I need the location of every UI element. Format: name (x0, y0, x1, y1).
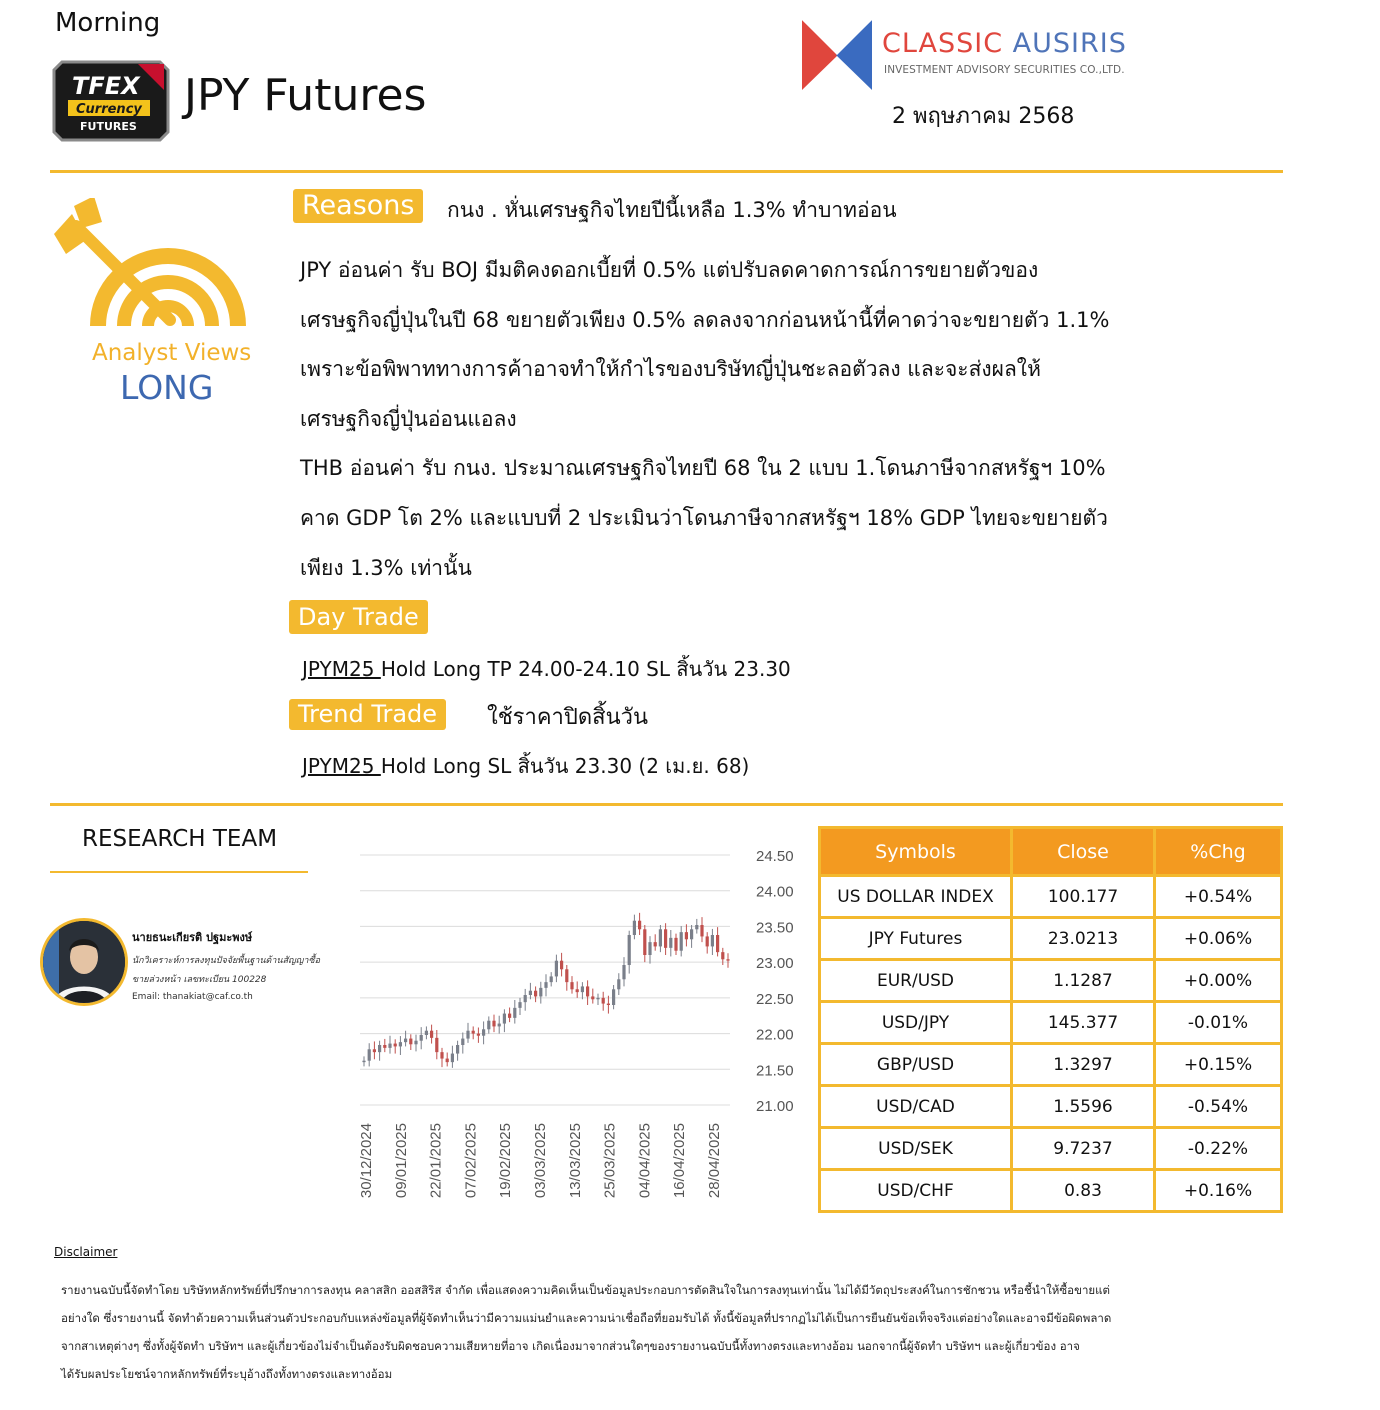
reasons-line: เศรษฐกิจญี่ปุ่นในปี 68 ขยายตัวเพียง 0.5% ลดลงจากก่อนหน้านี้ที่คาดว่าจะขยายตัว 1.1% (300, 307, 1110, 332)
candle-body (373, 1049, 376, 1052)
candle-body (643, 929, 646, 955)
cell-close: 145.377 (1012, 1002, 1155, 1044)
trend-trade-text: Hold Long SL สิ้นวัน 23.30 (2 เม.ย. 68) (380, 754, 750, 778)
cell-chg: -0.54% (1155, 1086, 1282, 1128)
cell-chg: +0.00% (1155, 960, 1282, 1002)
candle-body (721, 952, 724, 959)
reasons-body (300, 246, 1240, 593)
cell-symbol: USD/SEK (820, 1128, 1012, 1170)
cell-symbol: GBP/USD (820, 1044, 1012, 1086)
candle-body (534, 991, 537, 997)
candle-body (638, 921, 641, 930)
candle-body (492, 1021, 495, 1027)
report-date: 2 พฤษภาคม 2568 (892, 104, 1075, 129)
candle-body (487, 1021, 490, 1030)
tfex-currency-futures-logo (52, 60, 170, 142)
candle-body (425, 1031, 428, 1035)
reasons-headline: กนง . หั่นเศรษฐกิจไทยปีนี้เหลือ 1.3% ทำบาทอ่อน (447, 198, 897, 222)
col-header-chg: %Chg (1155, 828, 1282, 876)
reasons-line: JPY อ่อนค่า รับ BOJ มีมติคงดอกเบี้ยที่ 0.5% แต่ปรับลดคาดการณ์การขยายตัวของ (300, 258, 1039, 282)
candle-body (669, 938, 672, 948)
candle-body (362, 1061, 365, 1062)
disclaimer-line: ได้รับผลประโยชน์จากหลักทรัพย์ที่ระบุอ้างถึงทั้งทางตรงและทางอ้อม (61, 1367, 393, 1381)
trend-trade-recommendation (302, 750, 749, 782)
candle-body (576, 989, 579, 992)
x-tick-label: 22/01/2025 (427, 1123, 445, 1199)
day-trade-recommendation (302, 653, 791, 685)
candle-body (503, 1014, 506, 1024)
x-tick-label: 07/02/2025 (462, 1123, 480, 1199)
analyst-view-long: LONG (120, 368, 214, 407)
y-tick-label: 22.50 (756, 990, 794, 1008)
candle-body (659, 929, 662, 946)
candle-body (591, 996, 594, 999)
candle-body (586, 986, 589, 996)
candle-body (420, 1035, 423, 1041)
y-tick-label: 24.00 (756, 883, 794, 901)
candle-body (716, 935, 719, 952)
day-trade-tag: Day Trade (289, 600, 428, 634)
table-row (820, 1044, 1282, 1086)
candle-body (711, 935, 714, 946)
candle-body (695, 925, 698, 929)
candle-body (513, 1008, 516, 1018)
analyst-avatar (40, 918, 128, 1006)
analyst-email: Email: thanakiat@caf.co.th (132, 992, 253, 1002)
disclaimer-line: จากสาเหตุต่างๆ ซึ่งทั้งผู้จัดทำ บริษัทฯ และผู้เกี่ยวข้องไม่จำเป็นต้องรับผิดชอบความเสียหายที่อาจ เกิดเนื่องมาจากส่วนใดๆของรายงานฉบับนี้ทั้งทางตรงและทางอ้อม นอกจากนี้ผู้จัดทำ บริษัทฯ และผู้เกี่ยวข้อง อาจ (61, 1339, 1080, 1353)
analyst-name: นายธนะเกียรติ ปฐมะพงษ์ (132, 931, 253, 944)
candle-body (612, 989, 615, 1005)
candle-body (726, 959, 729, 960)
candle-body (383, 1045, 386, 1048)
reasons-tag: Reasons (293, 189, 423, 223)
candle-body (596, 998, 599, 999)
candle-body (524, 995, 527, 1002)
candle-body (368, 1049, 371, 1060)
candle-body (394, 1044, 397, 1047)
day-trade-symbol: JPYM25 (302, 657, 381, 681)
disclaimer-line: อย่างใด ซึ่งรายงานนี้ จัดทำด้วยความเห็นส่วนตัวประกอบกับแหล่งข้อมูลที่ผู้จัดทำเห็นว่ามีความแม่นยำและความน่าเชื่อถือที่ยอมรับได้ ทั้งนี้ข้อมูลที่ปรากฏไม่ได้เป็นการยืนยันข้อเท็จจริงแต่อย่างใดและอาจมีข้อผิดพลาด (61, 1311, 1112, 1325)
candle-body (529, 991, 532, 995)
col-header-close: Close (1012, 828, 1155, 876)
y-tick-label: 23.00 (756, 955, 794, 973)
x-tick-label: 13/03/2025 (566, 1123, 584, 1199)
candle-body (440, 1052, 443, 1058)
candle-body (633, 921, 636, 935)
candle-body (477, 1034, 480, 1036)
candle-body (581, 986, 584, 992)
table-row (820, 1086, 1282, 1128)
logo-text-futures: FUTURES (80, 120, 137, 133)
page-title: JPY Futures (184, 70, 427, 121)
table-row (820, 1170, 1282, 1212)
cell-symbol: JPY Futures (820, 918, 1012, 960)
cell-close: 1.1287 (1012, 960, 1155, 1002)
cell-chg: +0.16% (1155, 1170, 1282, 1212)
cell-chg: -0.01% (1155, 1002, 1282, 1044)
candle-body (456, 1045, 459, 1054)
divider-top (50, 170, 1283, 173)
report-edition: Morning (55, 8, 161, 38)
candle-body (690, 929, 693, 939)
candle-body (466, 1031, 469, 1039)
candle-body (472, 1031, 475, 1034)
candle-body (482, 1029, 485, 1035)
candle-body (565, 969, 568, 982)
table-header-row (820, 828, 1282, 876)
reasons-line: เศรษฐกิจญี่ปุ่นอ่อนแอลง (300, 406, 517, 431)
cell-chg: +0.54% (1155, 876, 1282, 918)
table-row (820, 1128, 1282, 1170)
divider-middle (50, 803, 1283, 806)
jpy-futures-candlestick-chart (350, 835, 810, 1220)
cell-chg: +0.15% (1155, 1044, 1282, 1086)
candle-body (461, 1039, 464, 1045)
candle-body (498, 1024, 501, 1027)
candle-body (570, 982, 573, 989)
candle-body (414, 1041, 417, 1045)
y-tick-label: 23.50 (756, 919, 794, 937)
cell-close: 9.7237 (1012, 1128, 1155, 1170)
x-tick-label: 19/02/2025 (497, 1123, 515, 1199)
trend-trade-tag: Trend Trade (289, 699, 446, 730)
candle-body (664, 929, 667, 948)
cell-close: 1.5596 (1012, 1086, 1155, 1128)
day-trade-text: Hold Long TP 24.00-24.10 SL สิ้นวัน 23.30 (380, 657, 791, 681)
col-header-symbols: Symbols (820, 828, 1012, 876)
cell-close: 1.3297 (1012, 1044, 1155, 1086)
reasons-line: เพียง 1.3% เท่านั้น (300, 555, 472, 580)
classic-ausiris-logo-icon (802, 20, 872, 90)
x-tick-label: 16/04/2025 (671, 1123, 689, 1199)
cell-symbol: USD/CHF (820, 1170, 1012, 1212)
candle-body (409, 1039, 412, 1045)
x-tick-label: 28/04/2025 (706, 1123, 723, 1199)
disclaimer-title: Disclaimer (54, 1245, 118, 1259)
x-tick-label: 09/01/2025 (392, 1123, 410, 1199)
candle-body (602, 998, 605, 1004)
candle-body (446, 1059, 449, 1063)
candle-body (550, 976, 553, 982)
table-row (820, 876, 1282, 918)
cell-symbol: USD/JPY (820, 1002, 1012, 1044)
cell-close: 23.0213 (1012, 918, 1155, 960)
research-team-title: RESEARCH TEAM (82, 826, 278, 852)
cell-close: 100.177 (1012, 876, 1155, 918)
candle-body (700, 925, 703, 936)
candle-body (544, 982, 547, 988)
candle-body (430, 1031, 433, 1038)
reasons-line: THB อ่อนค่า รับ กนง. ประมาณเศรษฐกิจไทยปี 68 ใน 2 แบบ 1.โดนภาษีจากสหรัฐฯ 10% (300, 456, 1106, 481)
logo-text-currency: Currency (76, 102, 142, 117)
cell-chg: -0.22% (1155, 1128, 1282, 1170)
logo-text-tfex: TFEX (72, 72, 140, 100)
x-tick-label: 25/03/2025 (601, 1123, 619, 1199)
candle-body (617, 979, 620, 989)
y-tick-label: 24.50 (756, 848, 794, 865)
cell-symbol: US DOLLAR INDEX (820, 876, 1012, 918)
candle-body (628, 935, 631, 965)
candle-body (508, 1014, 511, 1018)
market-summary-table (818, 826, 1283, 1213)
reasons-line: เพราะข้อพิพาททางการค้าอาจทำให้กำไรของบริษัทญี่ปุ่นชะลอตัวลง และจะส่งผลให้ (300, 357, 1041, 382)
company-name: CLASSIC AUSIRIS (882, 28, 1127, 59)
company-subtitle: INVESTMENT ADVISORY SECURITIES CO.,LTD. (884, 64, 1125, 76)
cell-chg: +0.06% (1155, 918, 1282, 960)
y-tick-label: 21.00 (756, 1098, 794, 1115)
cell-symbol: EUR/USD (820, 960, 1012, 1002)
disclaimer-text (61, 1276, 1261, 1388)
analyst-role: นักวิเคราะห์การลงทุนปัจจัยพื้นฐานด้านสัญญาซื้อ ขายล่วงหน้า เลขทะเบียน 100228 (132, 956, 320, 985)
candle-body (622, 965, 625, 979)
candle-body (654, 942, 657, 946)
candle-body (399, 1042, 402, 1046)
x-tick-label: 04/04/2025 (636, 1123, 654, 1199)
table-row (820, 918, 1282, 960)
candle-body (680, 932, 683, 951)
reasons-line: คาด GDP โต 2% และแบบที่ 2 ประเมินว่าโดนภาษีจากสหรัฐฯ 18% GDP ไทยจะขยายตัว (300, 505, 1108, 530)
candle-body (555, 961, 558, 977)
candle-body (648, 942, 651, 955)
table-row (820, 960, 1282, 1002)
candle-body (539, 988, 542, 997)
cell-symbol: USD/CAD (820, 1086, 1012, 1128)
y-tick-label: 21.50 (756, 1062, 794, 1080)
x-tick-label: 03/03/2025 (532, 1123, 549, 1199)
table-row (820, 1002, 1282, 1044)
y-tick-label: 22.00 (756, 1026, 794, 1044)
trend-trade-note: ใช้ราคาปิดสิ้นวัน (487, 705, 649, 730)
candle-body (685, 932, 688, 939)
candle-body (388, 1044, 391, 1048)
candle-body (674, 938, 677, 951)
candle-body (404, 1039, 407, 1043)
disclaimer-line: รายงานฉบับนี้จัดทำโดย บริษัทหลักทรัพย์ที่ปรึกษาการลงทุน คลาสสิก ออสสิริส จำกัด เพื่อแสดงความคิดเห็นเป็นข้อมูลประกอบการตัดสินใจในการลงทุนเท่านั้น ไม่ได้มีวัตถุประสงค์ในการชักชวน หรือชี้นำให้ซื้อขายแต่ (61, 1283, 1111, 1297)
candle-body (378, 1045, 381, 1052)
candle-body (451, 1054, 454, 1063)
x-tick-label: 30/12/2024 (358, 1123, 375, 1199)
candle-body (706, 936, 709, 946)
analyst-views-label: Analyst Views (92, 340, 252, 366)
research-team-underline (50, 871, 308, 873)
trend-trade-symbol: JPYM25 (302, 754, 381, 778)
candle-body (518, 1002, 521, 1008)
candle-body (560, 961, 563, 970)
candle-body (435, 1038, 438, 1052)
candle-body (607, 1004, 610, 1005)
cell-close: 0.83 (1012, 1170, 1155, 1212)
target-arrow-icon (52, 198, 256, 328)
